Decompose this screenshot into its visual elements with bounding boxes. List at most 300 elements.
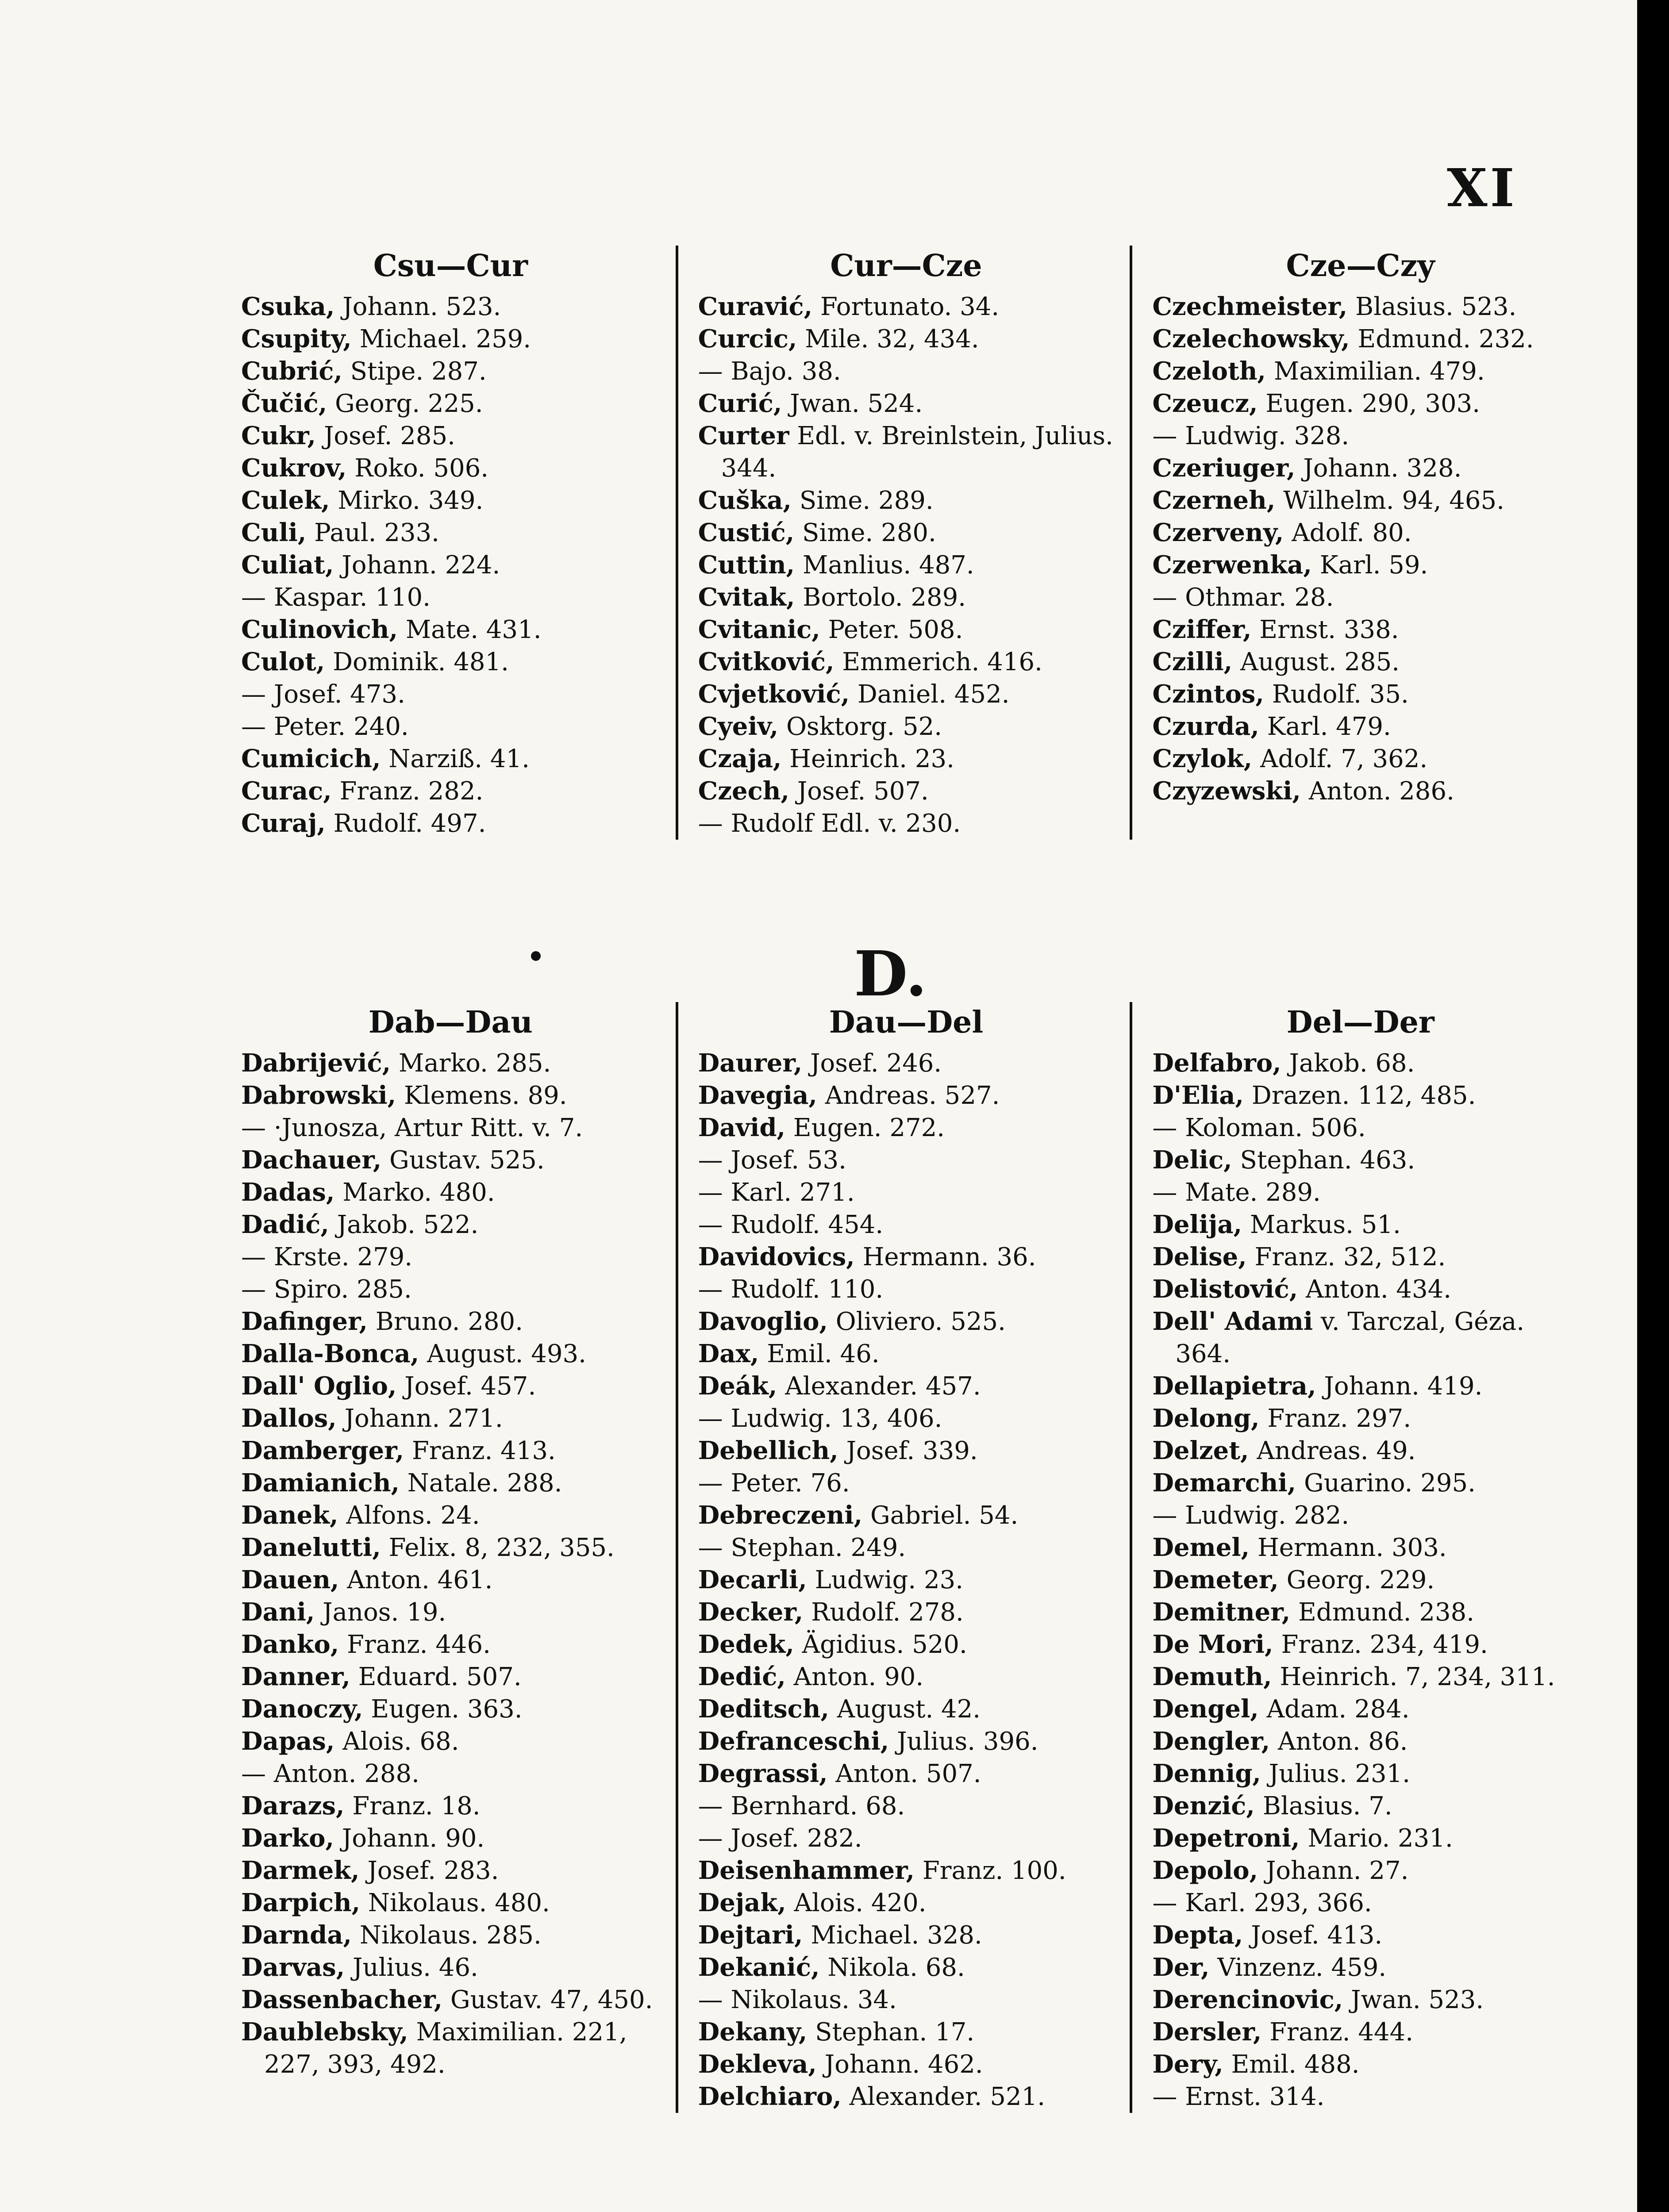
index-entry xyxy=(1152,581,1569,614)
entry-surname: Darpich, xyxy=(241,1888,361,1917)
entry-details: Guarino. 295. xyxy=(1296,1469,1476,1498)
entry-surname: Curić, xyxy=(698,389,782,418)
index-entry xyxy=(241,1144,660,1176)
entry-details: Drazen. 112, 485. xyxy=(1244,1081,1476,1110)
entry-details: — Anton. 288. xyxy=(241,1759,419,1788)
index-entry xyxy=(241,1499,660,1532)
entry-details: Mirko. 349. xyxy=(330,486,484,515)
entry-details: Osktorg. 52. xyxy=(778,712,942,741)
index-entry xyxy=(1152,1919,1569,1951)
entry-surname: Dellapietra, xyxy=(1152,1371,1316,1401)
entry-surname: Delong, xyxy=(1152,1404,1260,1433)
entry-surname: Cvitak, xyxy=(698,583,795,612)
index-entry xyxy=(1152,775,1569,807)
entry-surname: Dabrijević, xyxy=(241,1048,391,1078)
entry-surname: Culot, xyxy=(241,647,325,676)
entry-details: Johann. 271. xyxy=(336,1404,503,1433)
entry-details: Johann. 419. xyxy=(1316,1372,1483,1401)
index-entry xyxy=(698,743,1115,775)
entry-surname: Debellich, xyxy=(698,1436,838,1465)
index-entry xyxy=(698,1758,1115,1790)
entry-surname: Dassenbacher, xyxy=(241,1985,443,2014)
index-entry xyxy=(698,614,1115,646)
index-entry xyxy=(241,807,660,840)
entry-surname: Dery, xyxy=(1152,2050,1223,2079)
entry-surname: Curter xyxy=(698,421,789,450)
entry-details: Roko. 506. xyxy=(346,454,489,483)
entry-details: Ägidius. 520. xyxy=(794,1630,967,1659)
entry-surname: Demel, xyxy=(1152,1533,1250,1562)
index-entry xyxy=(1152,1887,1569,1919)
entry-details: Hermann. 36. xyxy=(854,1243,1036,1271)
entry-details: Adam. 284. xyxy=(1258,1695,1410,1724)
index-entry xyxy=(241,1338,660,1370)
entry-details: Franz. 234, 419. xyxy=(1273,1630,1488,1659)
entry-details: — Karl. 293, 366. xyxy=(1152,1889,1372,1917)
index-entry xyxy=(698,1532,1115,1564)
entry-surname: Danelutti, xyxy=(241,1533,381,1562)
index-section-d xyxy=(221,1002,1584,2113)
entry-surname: Delic, xyxy=(1152,1145,1232,1175)
entry-details: Andreas. 49. xyxy=(1249,1436,1416,1465)
index-entry xyxy=(1152,1984,1569,2016)
entry-surname: Delzet, xyxy=(1152,1436,1249,1465)
entry-details: Rudolf. 497. xyxy=(325,809,486,838)
index-entry xyxy=(1152,517,1569,549)
entry-surname: Dejtari, xyxy=(698,1920,803,1950)
entry-details: Alfons. 24. xyxy=(338,1501,480,1530)
entry-surname: Czurda, xyxy=(1152,712,1259,741)
entry-surname: Dani, xyxy=(241,1598,315,1627)
entry-details: Karl. 59. xyxy=(1311,551,1428,580)
index-entry xyxy=(241,614,660,646)
index-entry xyxy=(698,1112,1115,1144)
entry-details: Georg. 225. xyxy=(327,389,483,418)
entry-surname: D'Elia, xyxy=(1152,1081,1244,1110)
index-entry xyxy=(241,1306,660,1338)
index-entry xyxy=(241,1273,660,1306)
entry-details: Alexander. 457. xyxy=(777,1372,981,1401)
index-entry xyxy=(698,710,1115,743)
entry-surname: Culi, xyxy=(241,518,307,547)
entry-details: Johann. 27. xyxy=(1258,1856,1409,1885)
index-entry xyxy=(1152,1758,1569,1790)
entry-surname: Demeter, xyxy=(1152,1565,1279,1594)
entry-details: Manlius. 487. xyxy=(795,551,974,580)
index-entry xyxy=(241,517,660,549)
index-entry xyxy=(698,1564,1115,1596)
entry-surname: Danko, xyxy=(241,1630,339,1659)
index-entry xyxy=(241,1564,660,1596)
index-entry xyxy=(698,1596,1115,1628)
entry-details: Michael. 328. xyxy=(803,1921,982,1950)
entry-details: Josef. 457. xyxy=(396,1372,536,1401)
entry-surname: Culiat, xyxy=(241,550,334,580)
entry-details: Josef. 283. xyxy=(359,1856,499,1885)
index-entry xyxy=(1152,1370,1569,1402)
index-entry xyxy=(1152,291,1569,323)
entry-details: — Nikolaus. 34. xyxy=(698,1985,897,2014)
index-entry xyxy=(1152,614,1569,646)
entry-details: Nikolaus. 480. xyxy=(360,1889,550,1917)
entry-surname: Depetroni, xyxy=(1152,1824,1300,1853)
entry-details: — Rudolf. 454. xyxy=(698,1210,884,1239)
entry-surname: Čučić, xyxy=(241,389,327,418)
entry-details: — Stephan. 249. xyxy=(698,1533,906,1562)
entry-surname: Delija, xyxy=(1152,1210,1242,1239)
entry-details: Felix. 8, 232, 355. xyxy=(381,1533,615,1562)
index-entry xyxy=(241,420,660,452)
index-entry xyxy=(241,1628,660,1661)
entry-details: Janos. 19. xyxy=(315,1598,446,1627)
index-entry xyxy=(698,1499,1115,1532)
entry-surname: Delistović, xyxy=(1152,1275,1298,1304)
index-entry xyxy=(241,388,660,420)
index-entry xyxy=(241,1725,660,1758)
entry-surname: Danek, xyxy=(241,1501,338,1530)
index-entry xyxy=(1152,646,1569,678)
entry-details: Julius. 396. xyxy=(889,1727,1038,1756)
entry-details: — Rudolf. 110. xyxy=(698,1275,884,1304)
index-column xyxy=(676,1002,1130,2113)
entry-details: Alois. 420. xyxy=(786,1889,927,1917)
entry-surname: Cubrić, xyxy=(241,357,342,386)
entry-surname: Czerneh, xyxy=(1152,486,1276,515)
entry-surname: Czilli, xyxy=(1152,647,1233,676)
entry-surname: Danoczy, xyxy=(241,1694,363,1724)
entry-details: — ·Junosza, Artur Ritt. v. 7. xyxy=(241,1114,583,1142)
entry-details: Maximilian. 221, 227, 393, 492. xyxy=(264,2018,627,2079)
entry-details: Sime. 280. xyxy=(794,518,936,547)
entry-surname: Czerwenka, xyxy=(1152,550,1312,580)
index-entry xyxy=(698,581,1115,614)
index-column xyxy=(221,1002,676,2113)
index-entry xyxy=(1152,1693,1569,1725)
entry-details: Franz. 413. xyxy=(404,1436,556,1465)
index-entry xyxy=(698,1402,1115,1435)
entry-surname: Csuka, xyxy=(241,292,335,321)
entry-details: Natale. 288. xyxy=(399,1469,562,1498)
index-entry xyxy=(1152,1596,1569,1628)
index-entry xyxy=(698,2016,1115,2048)
entry-surname: Cumicich, xyxy=(241,744,381,773)
entry-details: Blasius. 523. xyxy=(1347,292,1517,321)
index-entry xyxy=(241,743,660,775)
entry-details: Nikolaus. 285. xyxy=(352,1921,542,1950)
index-entry xyxy=(241,452,660,484)
entry-details: Franz. 297. xyxy=(1259,1404,1411,1433)
entry-surname: Czaja, xyxy=(698,744,782,773)
index-entry xyxy=(1152,1402,1569,1435)
entry-surname: Davegia, xyxy=(698,1081,817,1110)
entry-surname: Demuth, xyxy=(1152,1662,1272,1691)
index-entry xyxy=(698,1887,1115,1919)
entry-details: Marko. 285. xyxy=(391,1049,551,1078)
entry-details: Edl. v. Breinlstein, Julius. 344. xyxy=(721,422,1113,483)
entry-details: Josef. 507. xyxy=(789,777,929,806)
entry-details: Franz. 100. xyxy=(915,1856,1066,1885)
index-entry xyxy=(1152,1176,1569,1209)
index-entry xyxy=(698,1273,1115,1306)
index-entry xyxy=(698,1725,1115,1758)
entry-details: — Peter. 76. xyxy=(698,1469,850,1498)
index-entry xyxy=(698,1047,1115,1079)
entry-details: Dominik. 481. xyxy=(325,648,509,676)
index-column xyxy=(221,246,676,840)
entry-surname: Decker, xyxy=(698,1598,804,1627)
entry-details: Bruno. 280. xyxy=(368,1307,523,1336)
entry-surname: Dersler, xyxy=(1152,2017,1262,2047)
index-entry xyxy=(241,1209,660,1241)
index-entry xyxy=(698,1435,1115,1467)
index-entry xyxy=(698,1209,1115,1241)
entry-details: — Peter. 240. xyxy=(241,712,409,741)
entry-surname: Dadić, xyxy=(241,1210,329,1239)
entry-surname: Dengel, xyxy=(1152,1694,1259,1724)
entry-details: — Ludwig. 282. xyxy=(1152,1501,1350,1530)
entry-surname: Depolo, xyxy=(1152,1856,1258,1885)
entry-surname: Dedek, xyxy=(698,1630,794,1659)
index-entry xyxy=(698,775,1115,807)
index-entry xyxy=(698,355,1115,388)
index-entry xyxy=(1152,1822,1569,1855)
entry-details: Alexander. 521. xyxy=(841,2082,1046,2111)
entry-details: Jwan. 523. xyxy=(1343,1985,1484,2014)
index-entry xyxy=(241,1370,660,1402)
index-entry xyxy=(698,1951,1115,1984)
index-entry xyxy=(698,2081,1115,2113)
entry-surname: Deisenhammer, xyxy=(698,1856,915,1885)
index-entry xyxy=(698,2048,1115,2081)
index-entry xyxy=(698,549,1115,581)
entry-details: Michael. 259. xyxy=(351,325,531,353)
entry-surname: Cvjetković, xyxy=(698,680,850,709)
entry-details: Daniel. 452. xyxy=(850,680,1010,709)
entry-details: Adolf. 80. xyxy=(1284,518,1412,547)
index-entry xyxy=(1152,1435,1569,1467)
entry-details: Josef. 246. xyxy=(802,1049,942,1078)
index-entry xyxy=(1152,355,1569,388)
entry-surname: Dabrowski, xyxy=(241,1081,396,1110)
entry-surname: Dafinger, xyxy=(241,1307,368,1336)
entry-details: Anton. 90. xyxy=(785,1663,924,1691)
index-entry xyxy=(698,1306,1115,1338)
index-entry xyxy=(1152,1241,1569,1273)
index-entry xyxy=(1152,1661,1569,1693)
index-entry xyxy=(1152,1047,1569,1079)
entry-surname: Csupity, xyxy=(241,324,352,353)
index-entry xyxy=(241,2016,660,2081)
index-entry xyxy=(698,678,1115,710)
entry-details: — Bajo. 38. xyxy=(698,357,841,386)
entry-surname: Davidovics, xyxy=(698,1242,855,1271)
entry-surname: David, xyxy=(698,1113,785,1142)
entry-surname: Davoglio, xyxy=(698,1307,828,1336)
index-entry xyxy=(241,710,660,743)
entry-surname: Demarchi, xyxy=(1152,1468,1296,1498)
entry-surname: Damianich, xyxy=(241,1468,400,1498)
page-number: XI xyxy=(1447,157,1517,219)
entry-surname: Dadas, xyxy=(241,1178,335,1207)
entry-details: Franz. 18. xyxy=(344,1792,481,1820)
entry-details: Franz. 444. xyxy=(1261,2018,1414,2047)
index-entry xyxy=(1152,743,1569,775)
entry-details: Klemens. 89. xyxy=(396,1081,567,1110)
entry-details: — Ludwig. 13, 406. xyxy=(698,1404,942,1433)
entry-surname: Czechmeister, xyxy=(1152,292,1348,321)
index-entry xyxy=(241,775,660,807)
entry-surname: Debreczeni, xyxy=(698,1501,863,1530)
index-entry xyxy=(1152,549,1569,581)
column-heading: Del—Der xyxy=(1286,1005,1434,1040)
entry-details: — Koloman. 506. xyxy=(1152,1114,1366,1142)
entry-details: Eugen. 363. xyxy=(363,1695,523,1724)
index-entry xyxy=(698,1919,1115,1951)
entry-details: Nikola. 68. xyxy=(819,1953,965,1982)
index-entry xyxy=(241,1919,660,1951)
index-entry xyxy=(241,1758,660,1790)
index-entry xyxy=(241,1532,660,1564)
entry-details: — Spiro. 285. xyxy=(241,1275,412,1304)
index-entry xyxy=(698,517,1115,549)
index-entry xyxy=(1152,1564,1569,1596)
entry-surname: Custić, xyxy=(698,518,795,547)
entry-details: Johann. 90. xyxy=(334,1824,485,1853)
entry-details: — Josef. 473. xyxy=(241,680,405,709)
index-entry xyxy=(241,1047,660,1079)
index-entry xyxy=(698,1628,1115,1661)
entry-surname: Curavić, xyxy=(698,292,813,321)
entry-details: — Mate. 289. xyxy=(1152,1178,1321,1207)
entry-surname: Depta, xyxy=(1152,1920,1243,1950)
index-entry xyxy=(241,1951,660,1984)
entry-details: Stephan. 17. xyxy=(807,2018,975,2047)
index-entry xyxy=(241,1467,660,1499)
entry-details: Anton. 434. xyxy=(1298,1275,1452,1304)
entry-surname: Deditsch, xyxy=(698,1694,829,1724)
entry-details: Anton. 286. xyxy=(1300,777,1454,806)
entry-details: Anton. 86. xyxy=(1270,1727,1408,1756)
entry-surname: Decarli, xyxy=(698,1565,807,1594)
entry-surname: Dedić, xyxy=(698,1662,786,1691)
entry-surname: Czerveny, xyxy=(1152,518,1284,547)
entry-surname: Damberger, xyxy=(241,1436,404,1465)
index-entry xyxy=(241,1984,660,2016)
entry-details: Emil. 488. xyxy=(1223,2050,1360,2079)
entry-details: Fortunato. 34. xyxy=(812,292,1000,321)
index-entry xyxy=(698,1241,1115,1273)
entry-surname: Dallos, xyxy=(241,1404,337,1433)
entry-details: Rudolf. 278. xyxy=(803,1598,964,1627)
entry-details: Emil. 46. xyxy=(759,1340,880,1368)
index-entry xyxy=(698,323,1115,355)
index-entry xyxy=(698,1855,1115,1887)
entry-details: Eugen. 272. xyxy=(785,1114,945,1142)
index-column xyxy=(1130,1002,1584,2113)
entry-details: — Rudolf Edl. v. 230. xyxy=(698,809,961,838)
entry-details: Andreas. 527. xyxy=(817,1081,1000,1110)
index-entry xyxy=(1152,1855,1569,1887)
index-entry xyxy=(698,1984,1115,2016)
entry-surname: Cukr, xyxy=(241,421,316,450)
entry-surname: Deák, xyxy=(698,1371,777,1401)
entry-details: Heinrich. 23. xyxy=(781,745,954,773)
index-entry xyxy=(241,1241,660,1273)
entry-details: Franz. 32, 512. xyxy=(1246,1243,1446,1271)
entry-details: Jakob. 68. xyxy=(1281,1049,1415,1078)
entry-surname: Dengler, xyxy=(1152,1727,1270,1756)
entry-details: Josef. 285. xyxy=(316,422,455,450)
entry-details: Marko. 480. xyxy=(335,1178,495,1207)
index-entry xyxy=(1152,1725,1569,1758)
entry-details: Vinzenz. 459. xyxy=(1209,1953,1387,1982)
column-heading: Dau—Del xyxy=(829,1005,984,1040)
index-entry xyxy=(241,678,660,710)
entry-surname: Dekleva, xyxy=(698,2050,817,2079)
entry-surname: Dachauer, xyxy=(241,1145,382,1175)
index-entry xyxy=(1152,1079,1569,1112)
index-column xyxy=(1130,246,1584,840)
index-entry xyxy=(698,1079,1115,1112)
entry-details: Josef. 413. xyxy=(1243,1921,1383,1950)
index-entry xyxy=(241,1855,660,1887)
index-entry xyxy=(698,291,1115,323)
entry-details: Narziß. 41. xyxy=(381,745,530,773)
entry-details: Adolf. 7, 362. xyxy=(1252,745,1428,773)
index-entry xyxy=(1152,420,1569,452)
entry-surname: Daurer, xyxy=(698,1048,803,1078)
index-entry xyxy=(1152,1209,1569,1241)
entry-surname: Darazs, xyxy=(241,1791,345,1820)
entry-surname: Darmek, xyxy=(241,1856,360,1885)
index-entry xyxy=(241,1176,660,1209)
index-entry xyxy=(1152,1306,1569,1370)
index-entry xyxy=(241,1402,660,1435)
entry-details: Ernst. 338. xyxy=(1251,615,1399,644)
entry-details: Mate. 431. xyxy=(398,615,542,644)
entry-surname: Dell' Adami xyxy=(1152,1307,1313,1336)
index-entry xyxy=(698,1790,1115,1822)
entry-details: — Ernst. 314. xyxy=(1152,2082,1325,2111)
entry-details: Anton. 461. xyxy=(339,1566,493,1594)
entry-surname: Czeriuger, xyxy=(1152,453,1296,483)
entry-details: — Kaspar. 110. xyxy=(241,583,431,612)
entry-details: Stipe. 287. xyxy=(342,357,487,386)
index-entry xyxy=(698,420,1115,484)
index-entry xyxy=(1152,2081,1569,2113)
entry-details: Jwan. 524. xyxy=(782,389,923,418)
entry-details: — Krste. 279. xyxy=(241,1243,413,1271)
entry-details: Stephan. 463. xyxy=(1232,1146,1415,1175)
entry-details: Johann. 224. xyxy=(334,551,500,580)
entry-details: Julius. 46. xyxy=(345,1953,478,1982)
index-entry xyxy=(1152,1951,1569,1984)
entry-details: Rudolf. 35. xyxy=(1264,680,1409,709)
entry-details: Julius. 231. xyxy=(1261,1759,1411,1788)
entry-surname: Degrassi, xyxy=(698,1759,828,1788)
entry-surname: Cuttin, xyxy=(698,550,795,580)
entry-details: — Karl. 271. xyxy=(698,1178,855,1207)
entry-surname: Dekany, xyxy=(698,2017,808,2047)
entry-surname: Darvas, xyxy=(241,1953,345,1982)
entry-details: Georg. 229. xyxy=(1278,1566,1435,1594)
entry-details: Edmund. 232. xyxy=(1350,325,1534,353)
entry-surname: Darko, xyxy=(241,1824,334,1853)
entry-surname: Cvitković, xyxy=(698,647,834,676)
entry-surname: De Mori, xyxy=(1152,1630,1273,1659)
entry-details: — Ludwig. 328. xyxy=(1152,422,1350,450)
entry-surname: Czech, xyxy=(698,776,789,806)
